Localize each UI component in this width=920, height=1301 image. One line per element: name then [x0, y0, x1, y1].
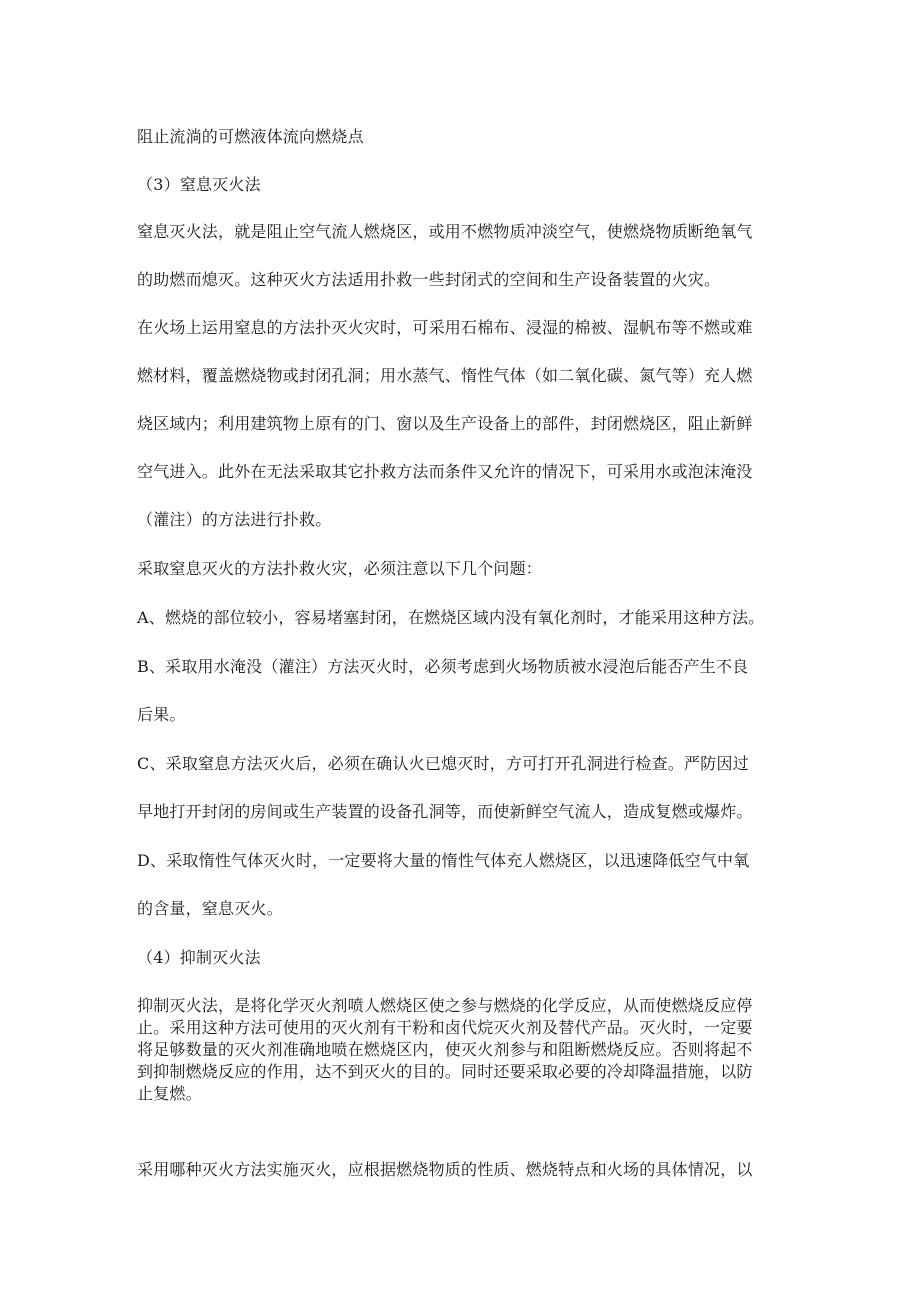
text-line: 抑制灭火法，是将化学灭火剂喷人燃烧区使之参与燃烧的化学反应，从而使燃烧反应停: [137, 996, 753, 1015]
dense-paragraph: [137, 995, 787, 1105]
text-line: 燃材料，覆盖燃烧物或封闭孔洞；用水蒸气、惰性气体（如二氧化碳、氮气等）充人燃: [137, 366, 753, 385]
section-heading: （4）抑制灭火法: [137, 948, 261, 967]
text-line: 采用哪种灭火方法实施灭火，应根据燃烧物质的性质、燃烧特点和火场的具体情况，以: [137, 1160, 753, 1179]
list-item-d: D、采取惰性气体灭火时，一定要将大量的惰性气体充人燃烧区，以迅速降低空气中氧: [137, 851, 750, 870]
list-item-c: C、采取窒息方法灭火后，必须在确认火已熄灭时，方可打开孔洞进行检查。严防因过: [137, 754, 749, 773]
text-line: 窒息灭火法，就是阻止空气流人燃烧区，或用不燃物质冲淡空气，使燃烧物质断绝氧气: [137, 222, 753, 241]
text-line: 止复燃。: [137, 1084, 202, 1103]
text-line: 将足够数量的灭火剂准确地喷在燃烧区内，使灭火剂参与和阻断燃烧反应。否则将起不: [137, 1040, 753, 1059]
list-item-a: A、燃烧的部位较小，容易堵塞封闭，在燃烧区域内没有氧化剂时，才能采用这种方法。: [137, 608, 765, 627]
text-line: 止。采用这种方法可使用的灭火剂有干粉和卤代烷灭火剂及替代产品。灭火时，一定要: [137, 1018, 753, 1037]
text-line: 到抑制燃烧反应的作用，达不到灭火的目的。同时还要采取必要的冷却降温措施，以防: [137, 1062, 753, 1081]
text-line: 后果。: [137, 705, 186, 724]
text-line: 的含量，窒息灭火。: [137, 899, 283, 918]
text-line: 空气进入。此外在无法采取其它扑救方法而条件又允许的情况下，可采用水或泡沫淹没: [137, 462, 753, 481]
text-line: 烧区域内；利用建筑物上原有的门、窗以及生产设备上的部件，封闭燃烧区，阻止新鲜: [137, 414, 753, 433]
text-line: 在火场上运用窒息的方法扑灭火灾时，可采用石棉布、浸湿的棉被、湿帆布等不燃或难: [137, 318, 753, 337]
text-line: 早地打开封闭的房间或生产装置的设备孔洞等，而使新鲜空气流人，造成复燃或爆炸。: [137, 802, 753, 821]
list-item-b: B、采取用水淹没（灌注）方法灭火时，必须考虑到火场物质被水浸泡后能否产生不良: [137, 657, 749, 676]
text-line: 阻止流淌的可燃液体流向燃烧点: [137, 127, 364, 146]
text-line: （灌注）的方法进行扑救。: [137, 510, 332, 529]
section-heading: （3）窒息灭火法: [137, 175, 261, 194]
text-line: 采取窒息灭火的方法扑救火灾，必须注意以下几个问题：: [137, 559, 543, 578]
text-line: 的助燃而熄灭。这种灭火方法适用扑救一些封闭式的空间和生产设备装置的火灾。: [137, 270, 721, 289]
